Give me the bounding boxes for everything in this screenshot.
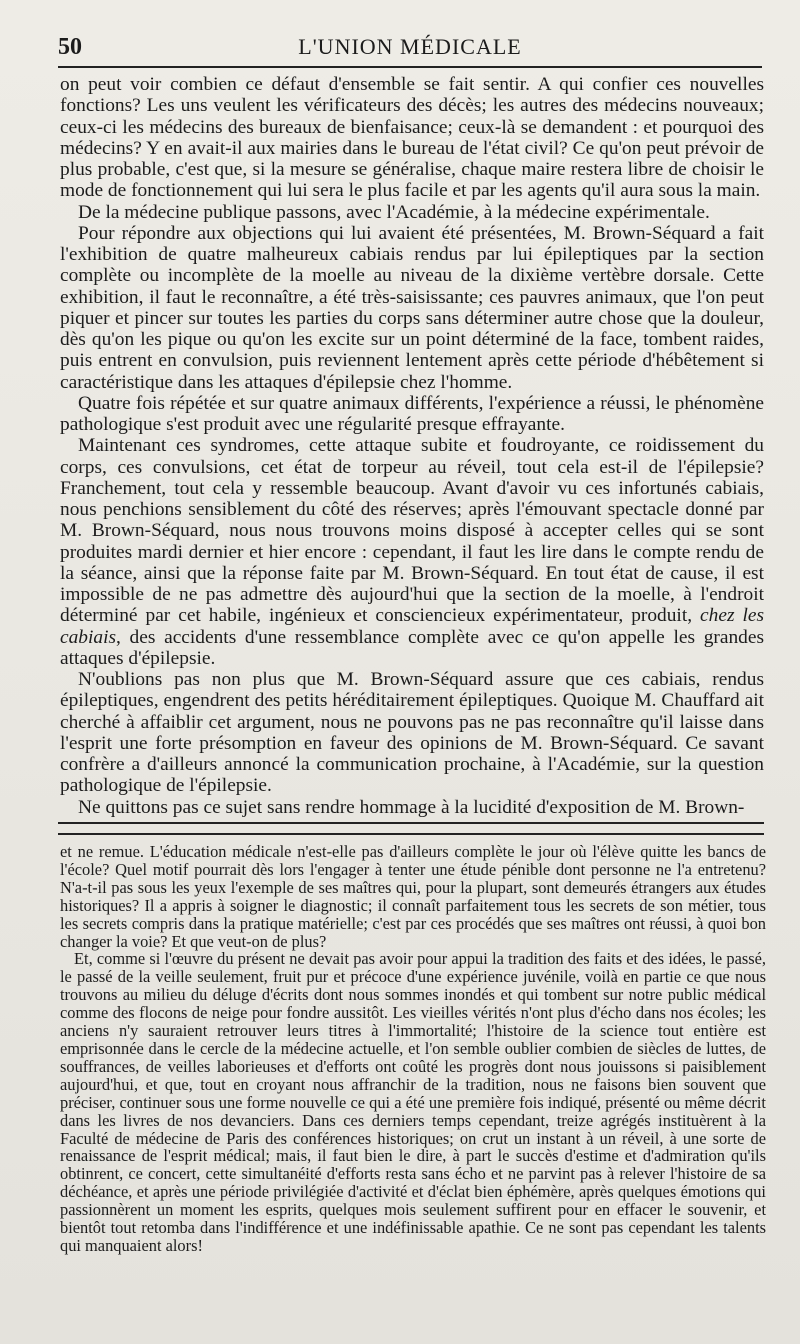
paragraph: on peut voir combien ce défaut d'ensemble se fait sentir. A qui confier ces nouvelles fonctions? Les uns veulent les vérificateurs des décès; les autres des médecins nouveaux; ceux-ci les médecins des bureaux de bienfaisance; ceux-là se demandent : et pourquoi des médecins? Y en avait-il aux mairies dans le bureau de l'état civil? Ce qu'on peut prévoir de plus probable, c'est que, si la mesure se généralise, chaque maire restera libre de choisir le mode de fonctionnement qui lui sera le plus facile et par les agents qu'il aura sous la main. xyxy=(60,74,764,202)
paragraph-text: Maintenant ces syndromes, cette attaque subite et foudroyante, ce roidissement du corps, ces convulsions, cet état de torpeur au réveil, tout cela est-il de l'épilepsie? Franchement, tout cela y ressemble beaucoup. Avant d'avoir vu ces infortunés cabiais, nous penchions sensiblement du côté des réserves; après l'émouvant spectacle donné par M. Brown-Séquard, nous nous trouvons moins disposé à accepter celles qui se sont produites mardi dernier et hier encore : cependant, il faut les lire dans le compte rendu de la séance, ainsi que la réponse faite par M. Brown-Séquard. En tout état de cause, il est impossible de ne pas admettre dès aujourd'hui que la section de la moelle, à l'endroit déterminé par cet habile, ingénieux et consciencieux expérimentateur, produit, xyxy=(60,435,764,627)
footnote-paragraph: Et, comme si l'œuvre du présent ne devait pas avoir pour appui la tradition des faits et des idées, le passé, le passé de la veille seulement, fruit pur et précoce d'une expérience juvénile, voilà en partie ce que nous trouvons au milieu du déluge d'écrits dont nous sommes inondés et qui tombent sur notre public médical comme des flocons de neige pour fondre aussitôt. Les vieilles vérités n'ont plus d'écho dans nos écoles; les anciens n'y sauraient retrouver leurs titres à l'immortalité; l'histoire de la science tout entière est emprisonnée dans le cercle de la médecine actuelle, et l'on semble oublier combien de siècles de luttes, de souffrances, de veilles laborieuses et d'efforts ont coûté les progrès dont nous jouissons si paisiblement aujourd'hui, et que, tout en croyant nous affranchir de la tradition, nous ne faisons bien souvent que préciser, continuer sous une forme nouvelle ce qui a été une première fois indiqué, présenté ou même décrit dans les livres de nos devanciers. Dans ces derniers temps cependant, treize agrégés instituèrent à la Faculté de médecine de Paris des conférences historiques; on crut un instant à un réveil, à une sorte de renaissance de l'esprit médical; mais, il faut bien le dire, à part le succès d'estime et d'admiration qu'ils obtinrent, ce concert, cette simultanéité d'efforts resta sans écho et ne parvint pas à relever l'histoire de sa déchéance, et après une période privilégiée d'activité et d'éclat bien éphémère, après quelques émotions qui passionnèrent un moment les esprits, quelques mois seulement suffirent pour en effacer le souvenir, et bientôt tout retomba dans l'indifférence et une indéfinissable apathie. Ce ne sont pas cependant les talents qui manquaient alors! xyxy=(60,949,766,1255)
feuilleton-separator-rule xyxy=(58,822,764,835)
page-number: 50 xyxy=(58,34,82,60)
paragraph: De la médecine publique passons, avec l'Académie, à la médecine expérimentale. xyxy=(78,201,710,223)
paragraph: Pour répondre aux objections qui lui avaient été présentées, M. Brown-Séquard a fait l'exhibition de quatre malheureux cabiais rendus par lui épileptiques par la section complète ou incomplète de la moelle au niveau de la dixième vertèbre dorsale. Cette exhibition, il faut le reconnaître, a été très-saisissante; ces pauvres animaux, que l'on peut piquer et pincer sur toutes les parties du corps sans déterminer autre chose que la douleur, dès qu'on les pique ou qu'on les excite sur un point déterminé de la face, tombent raides, puis entrent en convulsion, puis reviennent lentement après cette période d'hébêtement si caractéristique dans les attaques d'épilepsie chez l'homme. xyxy=(60,222,764,393)
paragraph: N'oublions pas non plus que M. Brown-Séquard assure que ces cabiais, rendus épileptiques, engendrent des petits héréditairement épileptiques. Quoique M. Chauffard ait cherché à affaiblir cet argument, nous ne pouvons pas ne pas reconnaître qu'il laisse dans l'esprit une forte présomption en faveur des opinions de M. Brown-Séquard. Ce savant confrère a d'ailleurs annoncé la communication prochaine, à l'Académie, sur la question pathologique de l'épilepsie. xyxy=(60,669,764,797)
page-header xyxy=(58,30,762,64)
header-rule xyxy=(58,66,762,68)
paragraph: Quatre fois répétée et sur quatre animaux différents, l'expérience a réussi, le phénomène pathologique s'est produit avec une régularité presque effrayante. xyxy=(60,392,764,435)
running-title: L'UNION MÉDICALE xyxy=(298,34,522,59)
paragraph-text: , des accidents d'une ressemblance complète avec ce qu'on appelle les grandes attaques d'épilepsie. xyxy=(60,626,764,669)
italic-emphasis: chez les cabiais xyxy=(60,605,764,648)
paragraph xyxy=(60,435,764,669)
main-article xyxy=(60,74,764,818)
paragraph: Ne quittons pas ce sujet sans rendre hommage à la lucidité d'exposition de M. Brown- xyxy=(78,796,745,818)
feuilleton-text xyxy=(60,843,766,1255)
footnote-paragraph: et ne remue. L'éducation médicale n'est-elle pas d'ailleurs complète le jour où l'élève quitte les bancs de l'école? Quel motif pourrait dès lors l'engager à tenter une étude pénible dont personne ne l'a entretenu? N'a-t-il pas sous les yeux l'exemple de ses maîtres qui, pour la plupart, sont demeurés étrangers aux études historiques? Il a appris à soigner le diagnostic; il connaît parfaitement tous les secrets de son métier, tous les secrets compris dans la pratique matérielle; c'est par ces procédés que ses maîtres ont réussi, à quoi bon changer la voie? Et que veut-on de plus? xyxy=(60,842,766,951)
